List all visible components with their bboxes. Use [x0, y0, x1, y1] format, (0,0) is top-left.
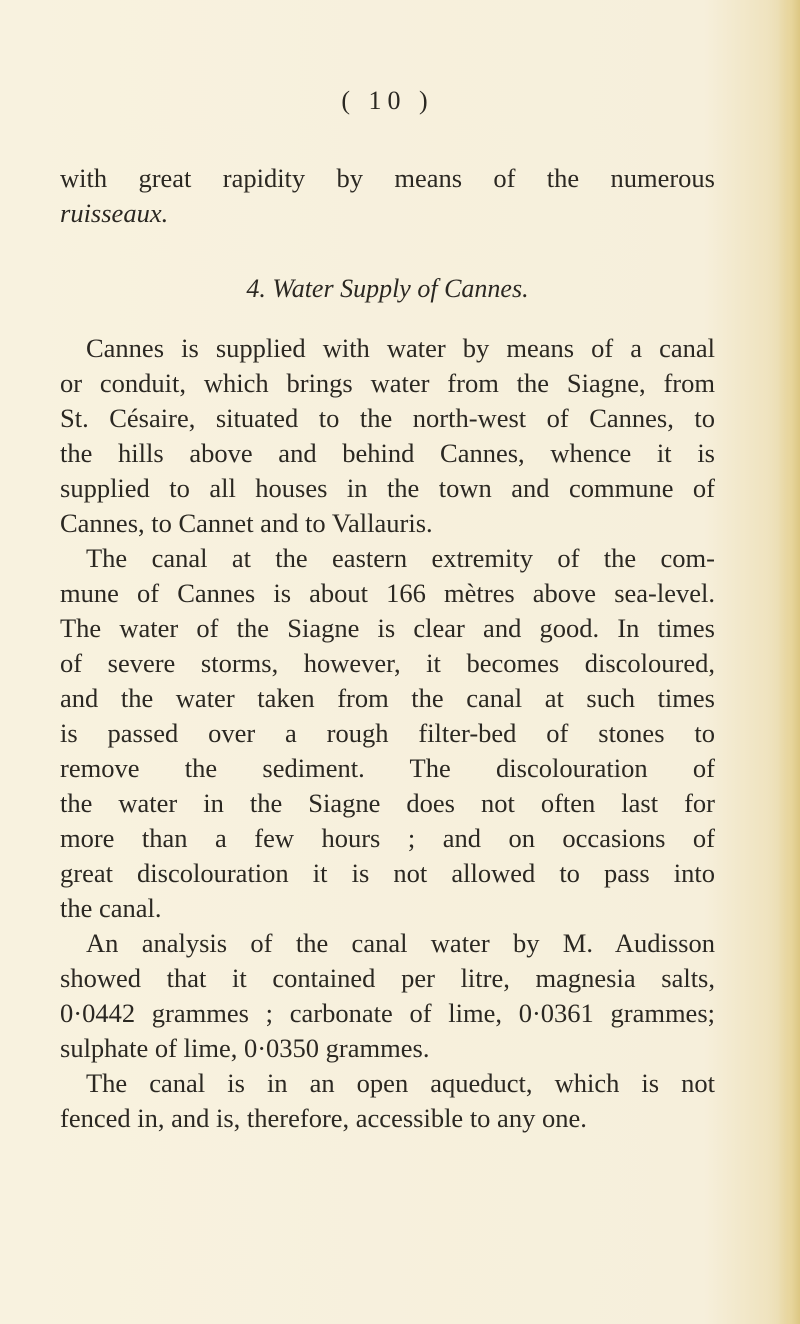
body-line: the water in the Siagne does not often last for	[60, 788, 715, 818]
section-heading: 4. Water Supply of Cannes.	[246, 274, 529, 303]
body-line: more than a few hours ; and on occasions of	[60, 823, 715, 853]
body-line: Cannes is supplied with water by means of a canal	[86, 333, 715, 363]
body-line: An analysis of the canal water by M. Audisson	[86, 928, 715, 958]
body-line: with great rapidity by means of the numerous	[60, 163, 715, 193]
body-line: fenced in, and is, therefore, accessible to any one.	[60, 1103, 587, 1133]
body-line: is passed over a rough filter-bed of stones to	[60, 718, 715, 748]
body-line-italic: ruisseaux.	[60, 198, 169, 228]
page-number: ( 10 )	[341, 86, 434, 115]
body-line: mune of Cannes is about 166 mètres above sea-level.	[60, 578, 715, 608]
body-line: or conduit, which brings water from the Siagne, from	[60, 368, 715, 398]
page-edge-shading	[778, 0, 800, 1324]
body-line: The canal is in an open aqueduct, which is not	[86, 1068, 715, 1098]
body-line: the canal.	[60, 893, 162, 923]
body-line: sulphate of lime, 0·0350 grammes.	[60, 1033, 430, 1063]
body-line: of severe storms, however, it becomes discoloured,	[60, 648, 715, 678]
body-line: 0·0442 grammes ; carbonate of lime, 0·0361 grammes;	[60, 998, 715, 1028]
body-line: and the water taken from the canal at such times	[60, 683, 715, 713]
body-line: great discolouration it is not allowed to pass into	[60, 858, 715, 888]
body-line: remove the sediment. The discolouration of	[60, 753, 715, 783]
body-line: St. Césaire, situated to the north-west of Cannes, to	[60, 403, 715, 433]
body-line: The canal at the eastern extremity of the com-	[86, 543, 715, 573]
body-line: The water of the Siagne is clear and good. In times	[60, 613, 715, 643]
body-line: the hills above and behind Cannes, whence it is	[60, 438, 715, 468]
body-line: showed that it contained per litre, magnesia salts,	[60, 963, 715, 993]
body-line: supplied to all houses in the town and commune of	[60, 473, 715, 503]
body-line: Cannes, to Cannet and to Vallauris.	[60, 508, 433, 538]
